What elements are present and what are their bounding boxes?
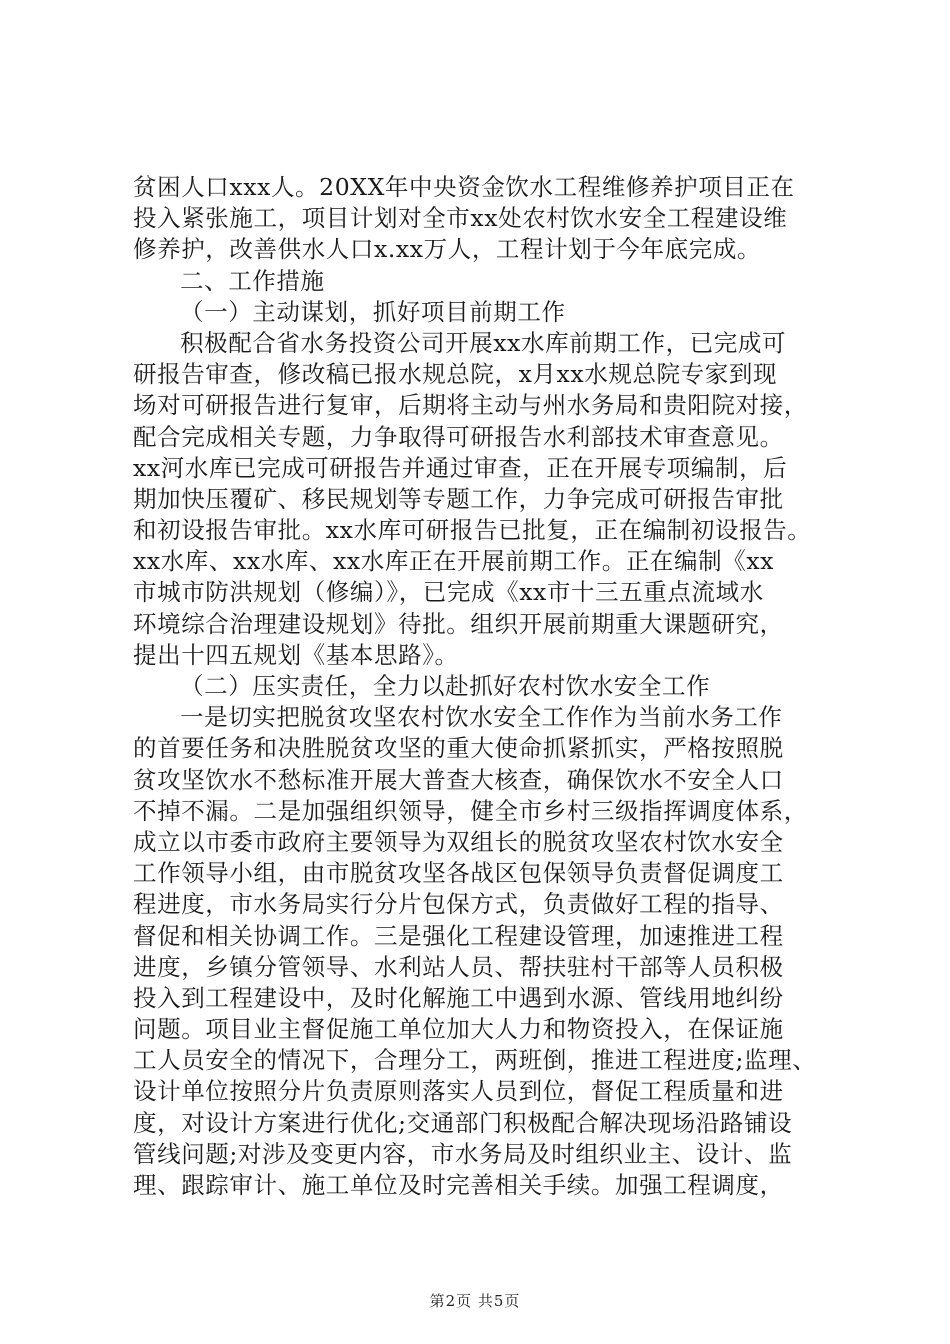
section-heading: 二、工作措施 — [180, 266, 325, 295]
text-line: 管线问题;对涉及变更内容，市水务局及时组织业主、设计、监 — [133, 1139, 793, 1168]
subsection-heading: （二）压实责任，全力以赴抓好农村饮水安全工作 — [180, 672, 711, 700]
text-line: 修养护，改善供水人口x.xx万人，工程计划于今年底完成。 — [133, 235, 762, 264]
text-line: 期加快压覆矿、移民规划等专题工作，力争完成可研报告审批 — [133, 484, 784, 513]
text-line: 提出十四五规划《基本思路》。 — [133, 640, 459, 669]
text-line: 问题。项目业主督促施工单位加大人力和物资投入，在保证施 — [133, 1015, 784, 1044]
text-line: 配合完成相关专题，力争取得可研报告水利部技术审查意见。 — [133, 422, 784, 451]
text-line: 投入到工程建设中，及时化解施工中遇到水源、管线用地纠纷 — [133, 983, 784, 1012]
text-line: 理、跟踪审计、施工单位及时完善相关手续。加强工程调度， — [133, 1171, 784, 1199]
text-line: 场对可研报告进行复审，后期将主动与州水务局和贵阳院对接， — [133, 391, 808, 420]
text-line: 环境综合治理建设规划》待批。组织开展前期重大课题研究， — [133, 609, 784, 638]
text-line: 一是切实把脱贫攻坚农村饮水安全工作作为当前水务工作 — [180, 703, 783, 732]
text-line: 市城市防洪规划（修编）》，已完成《xx市十三五重点流域水 — [133, 578, 764, 607]
text-line: 工作领导小组，由市脱贫攻坚各战区包保领导负责督促调度工 — [133, 859, 784, 888]
text-line: 工人员安全的情况下，合理分工，两班倒，推进工程进度;监理、 — [133, 1046, 817, 1075]
subsection-heading: （一）主动谋划，抓好项目前期工作 — [180, 297, 566, 326]
text-line: 设计单位按照分片负责原则落实人员到位，督促工程质量和进 — [133, 1077, 784, 1106]
text-line: 和初设报告审批。xx水库可研报告已批复，正在编制初设报告。 — [133, 516, 812, 545]
body-text — [133, 172, 823, 1201]
text-line: 度，对设计方案进行优化;交通部门积极配合解决现场沿路铺设 — [133, 1108, 793, 1137]
text-line: 不掉不漏。二是加强组织领导，健全市乡村三级指挥调度体系， — [133, 796, 808, 825]
text-line: 督促和相关协调工作。三是强化工程建设管理，加速推进工程 — [133, 921, 784, 950]
text-line: 研报告审查，修改稿已报水规总院，x月xx水规总院专家到现 — [133, 360, 778, 389]
text-line: 成立以市委市政府主要领导为双组长的脱贫攻坚农村饮水安全 — [133, 827, 784, 856]
page-number-footer: 第2页 共5页 — [429, 1292, 521, 1310]
text-line: xx河水库已完成可研报告并通过审查，正在开展专项编制，后 — [133, 453, 788, 482]
text-line: 进度，乡镇分管领导、水利站人员、帮扶驻村干部等人员积极 — [133, 952, 784, 981]
text-line: 积极配合省水务投资公司开展xx水库前期工作，已完成可 — [180, 328, 787, 357]
text-line: xx水库、xx水库、xx水库正在开展前期工作。正在编制《xx — [133, 547, 775, 576]
text-line: 的首要任务和决胜脱贫攻坚的重大使命抓紧抓实，严格按照脱 — [133, 734, 784, 763]
text-line: 投入紧张施工，项目计划对全市xx处农村饮水安全工程建设维 — [133, 204, 788, 233]
text-line: 贫攻坚饮水不愁标准开展大普查大核查，确保饮水不安全人口 — [133, 765, 784, 794]
text-line: 贫困人口xxx人。20XX年中央资金饮水工程维修养护项目正在 — [133, 173, 795, 201]
text-line: 程进度，市水务局实行分片包保方式，负责做好工程的指导、 — [133, 890, 784, 919]
